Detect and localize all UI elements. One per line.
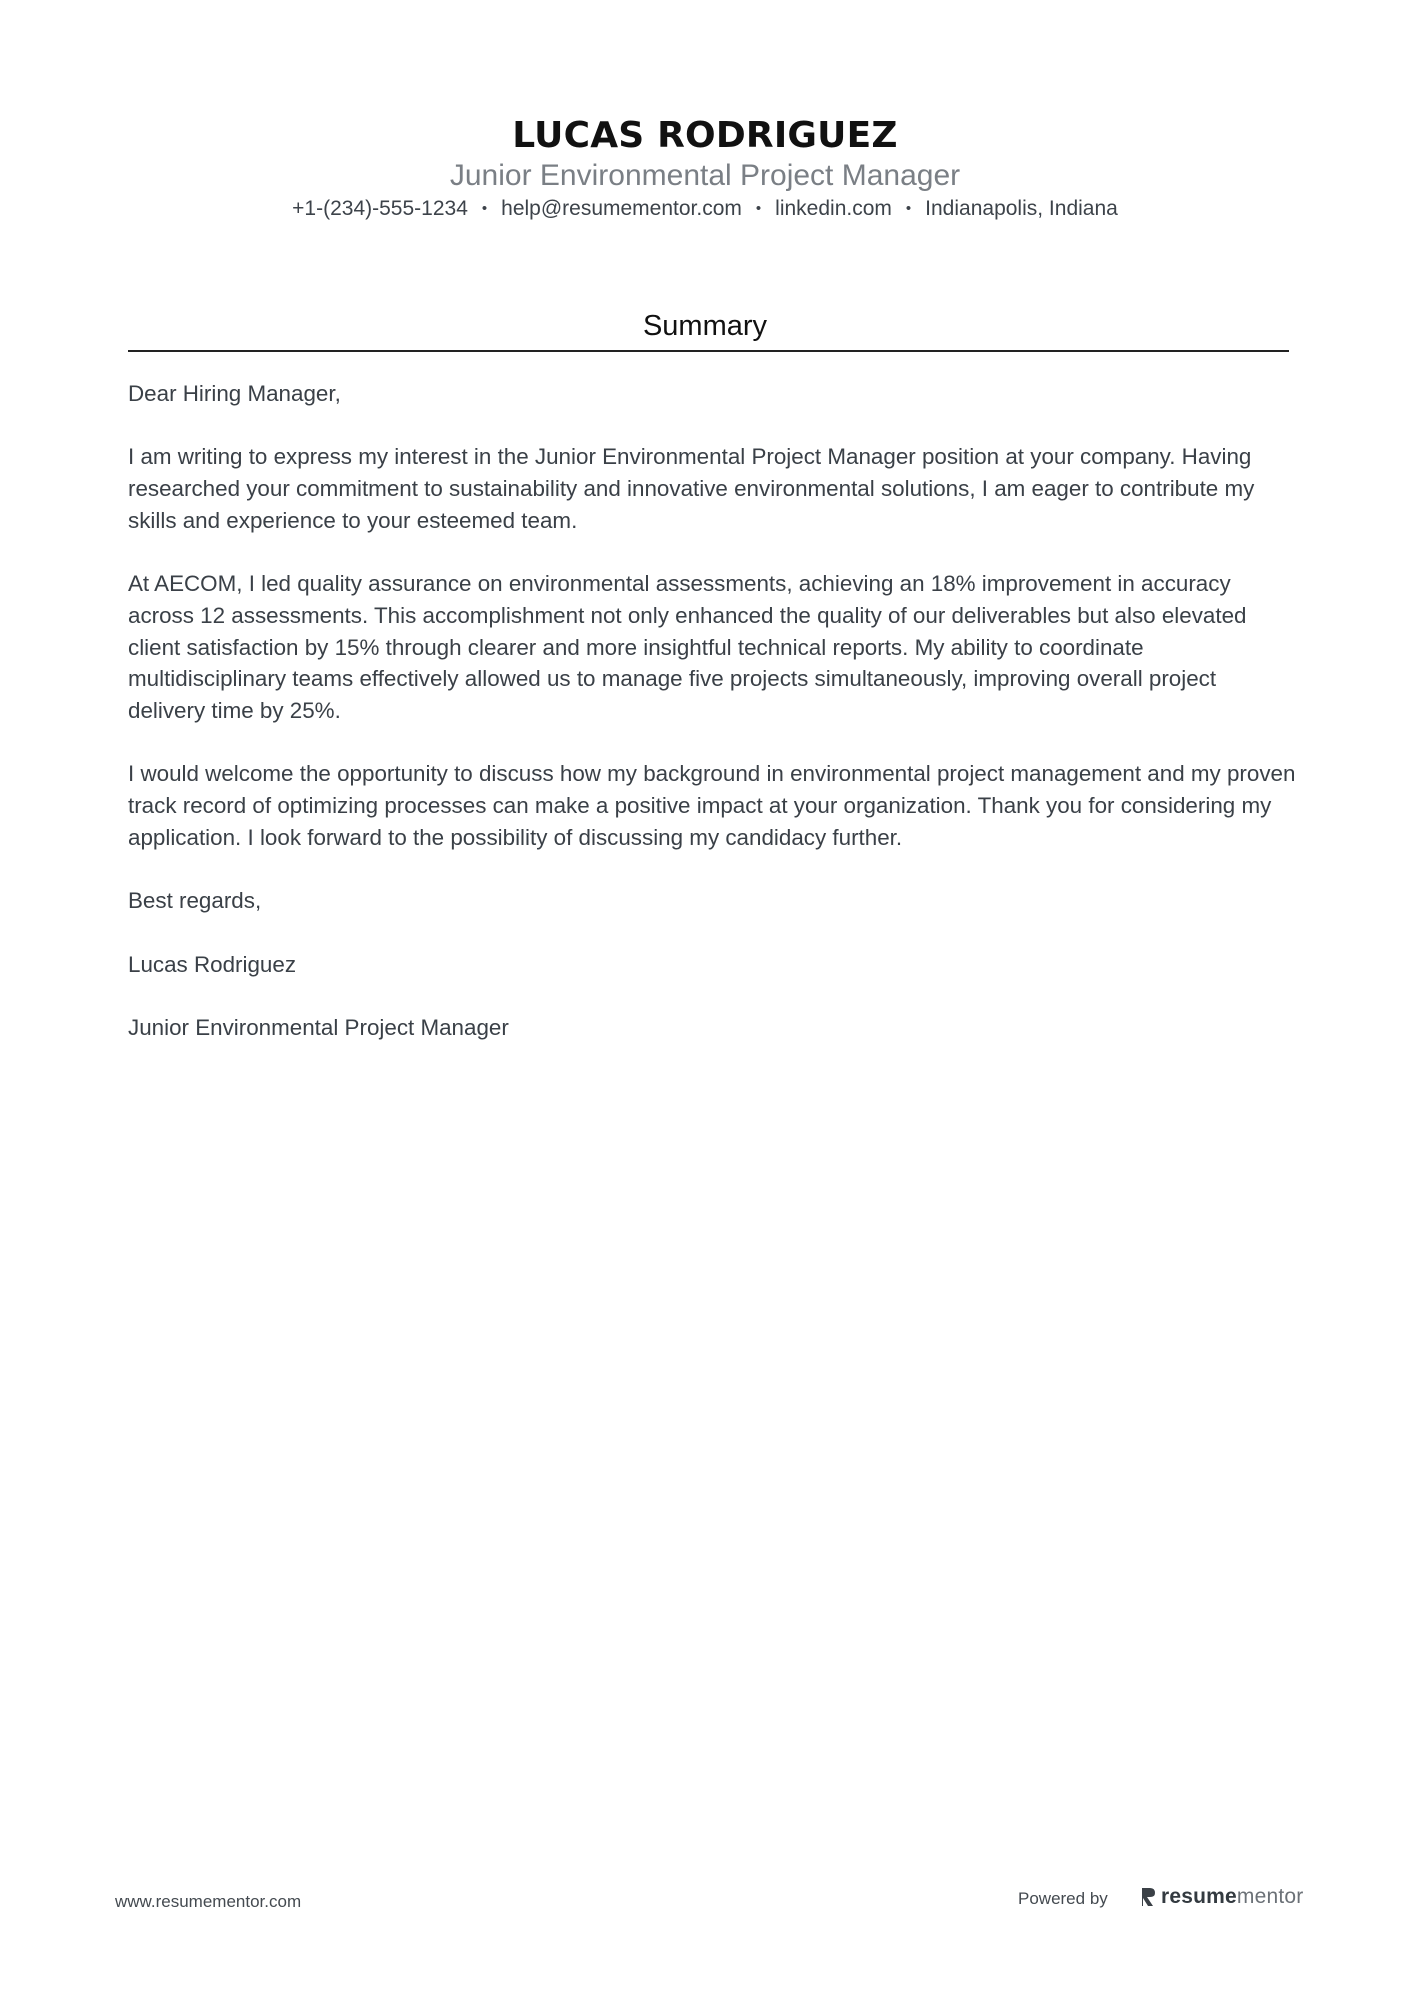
letter-closing: Best regards, bbox=[128, 888, 262, 914]
candidate-role: Junior Environmental Project Manager bbox=[449, 159, 961, 192]
footer-website-link[interactable]: www.resumementor.com bbox=[115, 1892, 302, 1911]
powered-by-label: Powered by bbox=[1018, 1889, 1108, 1908]
candidate-name: LUCAS RODRIGUEZ bbox=[512, 115, 898, 156]
letter-paragraph: I am writing to express my interest in the Junior Environmental Project Manager position at your company. Having researched your commitment to sustainability and innovative environmental solutions, I am eager to contribute my skills and experience to your esteemed team. bbox=[128, 444, 1255, 533]
letter-paragraph: I would welcome the opportunity to discuss how my background in environmental project management and my proven track record of optimizing processes can make a positive impact at your organization. Thank you for considering my application. I look forward to the possibility of discussing my candidacy further. bbox=[128, 761, 1296, 850]
contact-phone: +1-(234)-555-1234 bbox=[292, 197, 468, 220]
contact-line bbox=[0, 195, 1410, 223]
letter-body bbox=[128, 378, 1298, 1075]
section-divider bbox=[128, 350, 1289, 352]
contact-separator: • bbox=[481, 200, 488, 217]
signature-name: Lucas Rodriguez bbox=[128, 951, 297, 977]
contact-email[interactable]: help@resumementor.com bbox=[501, 197, 742, 220]
section-title: Summary bbox=[642, 310, 768, 342]
resumementor-logo-icon bbox=[1140, 1886, 1156, 1908]
brand-wordmark bbox=[1161, 1884, 1303, 1910]
contact-separator: • bbox=[905, 200, 912, 217]
signature-title: Junior Environmental Project Manager bbox=[128, 1014, 509, 1040]
brand-wordmark-bold: resume bbox=[1161, 1885, 1237, 1908]
contact-location: Indianapolis, Indiana bbox=[925, 197, 1118, 220]
brand-wordmark-light: mentor bbox=[1236, 1885, 1304, 1908]
contact-linkedin[interactable]: linkedin.com bbox=[775, 197, 892, 220]
letter-greeting: Dear Hiring Manager, bbox=[128, 381, 341, 406]
contact-separator: • bbox=[755, 200, 762, 217]
brand-logo[interactable] bbox=[1140, 1884, 1303, 1910]
letter-paragraph: At AECOM, I led quality assurance on environmental assessments, achieving an 18% improvement in accuracy across 12 assessments. This accomplishment not only enhanced the quality of our deliverables but also elevated client satisfaction by 15% through clearer and more insightful technical reports. My ability to coordinate multidisciplinary teams effectively allowed us to manage five projects simultaneously, improving overall project delivery time by 25%. bbox=[128, 571, 1247, 723]
